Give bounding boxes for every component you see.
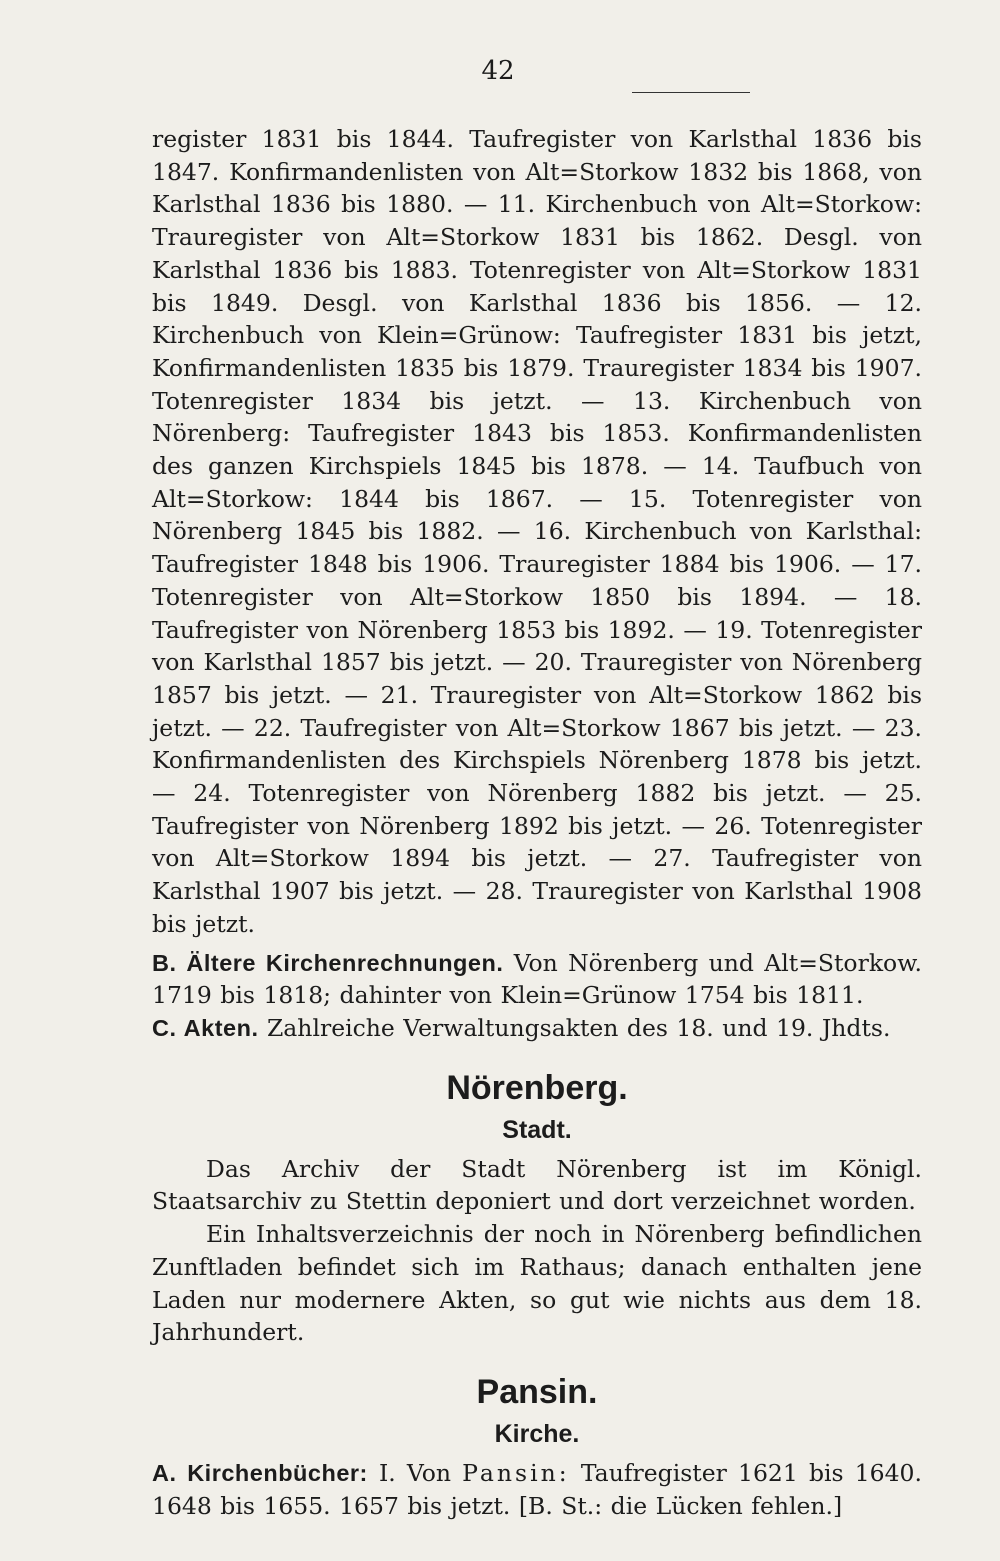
section-a-continued-paragraph: register 1831 bis 1844. Taufregister von Karlsthal 1836 bis 1847. Konfirmandenlisten von Alt=Storkow 1832 bis 1868, von Karlsthal 1836 bis 1880. — 11. Kirchenbuch von Alt=Storkow: Trauregister von Alt=Storkow 1831 bis 1862. Desgl. von Karlsthal 1836 bis 1883. Totenregister von Alt=Storkow 1831 bis 1849. Desgl. von Karlsthal 1836 bis 1856. — 12. Kirchenbuch von Klein=Grünow: Taufregister 1831 bis jetzt, Konfirmandenlisten 1835 bis 1879. Trauregister 1834 bis 1907. Totenregister 1834 bis jetzt. — 13. Kirchenbuch von Nörenberg: Taufregister 1843 bis 1853. Konfirmandenlisten des ganzen Kirchspiels 1845 bis 1878. — 14. Taufbuch von Alt=Storkow: 1844 bis 1867. — 15. Totenregister von Nörenberg 1845 bis 1882. — 16. Kirchenbuch von Karlsthal: Taufregister 1848 bis 1906. Trauregister 1884 bis 1906. — 17. Totenregister von Alt=Storkow 1850 bis 1894. — 18. Taufregister von Nörenberg 1853 bis 1892. — 19. Totenregister von Karlsthal 1857 bis jetzt. — 20. Trauregister von Nörenberg 1857 bis jetzt. — 21. Trauregister von Alt=Storkow 1862 bis jetzt. — 22. Taufregister von Alt=Storkow 1867 bis jetzt. — 23. Konfirmandenlisten des Kirchspiels Nörenberg 1878 bis jetzt. — 24. Totenregister von Nörenberg 1882 bis jetzt. — 25. Taufregister von Nörenberg 1892 bis jetzt. — 26. Totenregister von Alt=Storkow 1894 bis jetzt. — 27. Taufregister von Karlsthal 1907 bis jetzt. — 28. Trauregister von Karlsthal 1908 bis jetzt.	[152, 125, 922, 938]
noerenberg-heading: Nörenberg.	[446, 1068, 628, 1107]
page-number: 42	[481, 56, 515, 86]
page-number-rule	[632, 92, 750, 93]
pansin-subheading: Kirche.	[494, 1419, 580, 1448]
noerenberg-subheading: Stadt.	[502, 1115, 572, 1144]
section-b-paragraph	[152, 947, 922, 1012]
noerenberg-paragraph-2: Ein Inhaltsverzeichnis der noch in Nörenberg befindlichen Zunftladen befindet sich im Rathaus; danach enthalten jene Laden nur modernere Akten, so gut wie nichts aus dem 18. Jahrhundert.	[152, 1220, 922, 1347]
pansin-section-a-label: A. Kirchenbücher:	[152, 1459, 368, 1486]
pansin-section-a-paragraph	[152, 1457, 922, 1522]
section-c-label: C. Akten.	[152, 1014, 259, 1041]
pansin-section-a-intro: I. Von	[379, 1458, 452, 1487]
section-b-label: B. Ältere Kirchenrechnungen.	[152, 949, 504, 976]
section-b-text: Von Nörenberg und Alt=Storkow. 1719 bis 1818; dahinter von Klein=Grünow 1754 bis 1811.	[152, 948, 922, 1010]
section-c-text: Zahlreiche Verwaltungsakten des 18. und 19. Jhdts.	[266, 1013, 891, 1042]
pansin-heading: Pansin.	[476, 1372, 598, 1411]
pansin-section-a-place: Pansin:	[462, 1458, 570, 1487]
section-c-paragraph	[152, 1012, 922, 1045]
noerenberg-paragraph-1: Das Archiv der Stadt Nörenberg ist im Königl. Staatsarchiv zu Stettin deponiert und dort verzeichnet worden.	[152, 1154, 922, 1216]
pansin-section-a-text: Taufregister 1621 bis 1640. 1648 bis 1655. 1657 bis jetzt. [B. St.: die Lücken fehlen.]	[152, 1458, 922, 1520]
